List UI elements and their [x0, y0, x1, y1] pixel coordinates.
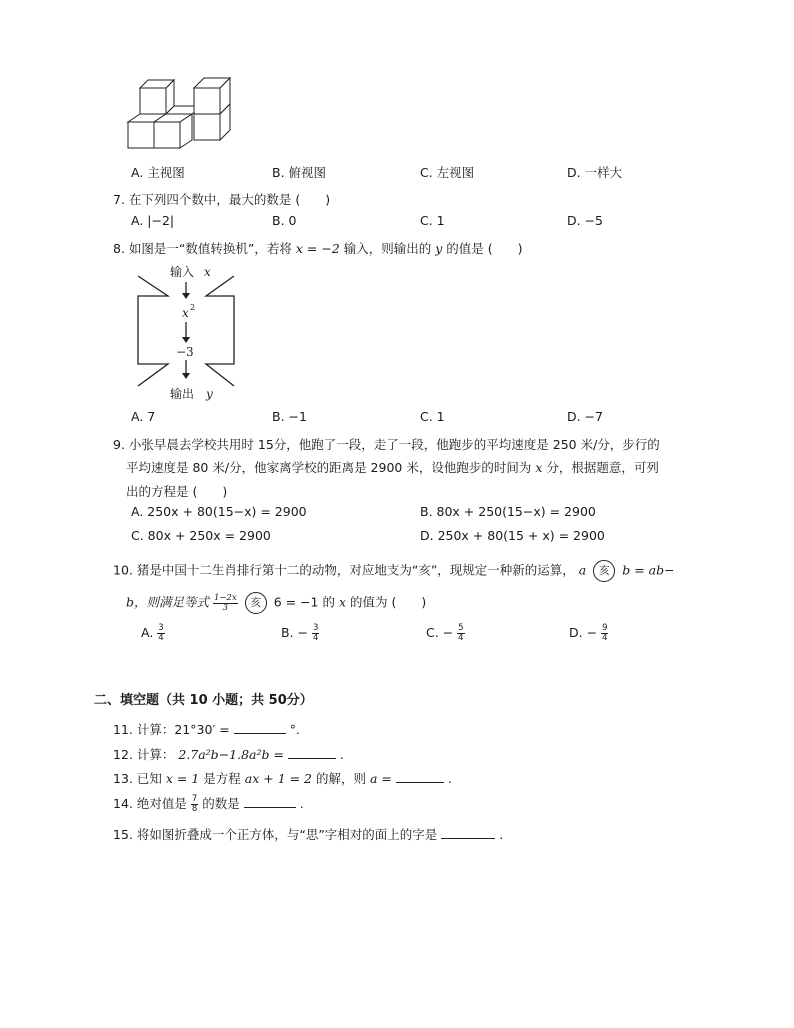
section-title: 二、填空题（共 10 小题；共 50分）	[94, 693, 313, 708]
option-sign: −	[586, 625, 598, 640]
cube-face	[194, 114, 220, 140]
cube-face	[128, 122, 154, 148]
diagram-output-label: 输出	[170, 387, 195, 401]
q10-line2-post: 6 = −1 的	[273, 594, 335, 610]
q10-option-d	[569, 624, 608, 643]
q12-expr: 2.7a²b−1.8a²b =	[178, 747, 284, 762]
hai-operator-icon: 亥	[245, 592, 267, 614]
q9-option-a: A. 250x + 80(15−x) = 2900	[131, 504, 307, 519]
q8-stem-mid: 输入，则输出的	[343, 241, 432, 256]
frac-den: 4	[602, 633, 608, 643]
q6-option-a: A. 主视图	[131, 165, 185, 180]
q7-option-b: B. 0	[272, 213, 297, 228]
q14-post: .	[299, 796, 304, 811]
q9-stem-line3: 出的方程是 ( )	[126, 484, 228, 499]
option-fraction	[601, 624, 608, 643]
q14-mid: 的数是	[202, 796, 240, 811]
q6-option-b: B. 俯视图	[272, 165, 327, 180]
q11-post: °.	[289, 722, 300, 737]
cube-face	[140, 88, 166, 114]
q12-post: .	[339, 747, 344, 762]
option-fraction	[457, 624, 464, 643]
hai-operator-icon: 亥	[593, 560, 615, 582]
q10-definition: b = ab−	[622, 562, 675, 578]
q7-option-c: C. 1	[420, 213, 445, 228]
frac-den: 8	[191, 804, 198, 814]
frac-num: 9	[602, 623, 608, 633]
q7-option-d: D. −5	[567, 213, 603, 228]
q6-option-d: D. 一样大	[567, 165, 623, 180]
q10-var-a: a	[578, 562, 587, 578]
converter-right-outline	[206, 276, 234, 386]
option-label: D.	[569, 625, 583, 640]
frac-num: 5	[458, 623, 464, 633]
frac-den: 4	[313, 633, 319, 643]
q9-line2-post: 分，根据题意，可列	[546, 460, 659, 475]
option-sign: −	[297, 625, 309, 640]
q8-var: y	[435, 241, 443, 256]
q9-option-b: B. 80x + 250(15−x) = 2900	[420, 504, 596, 519]
option-label: B.	[281, 625, 294, 640]
answer-blank[interactable]	[234, 733, 286, 734]
q8-stem-post: 的值是 ( )	[446, 241, 523, 256]
q13-expr1: x = 1	[165, 771, 200, 786]
q13-post: .	[447, 771, 452, 786]
q9-stem-line2	[126, 458, 659, 476]
q8-option-c: C. 1	[420, 409, 445, 424]
converter-left-outline	[138, 276, 168, 386]
answer-blank[interactable]	[288, 758, 336, 759]
number-converter-diagram	[134, 262, 240, 406]
q6-option-c: C. 左视图	[420, 165, 475, 180]
arrow-head-icon	[182, 373, 190, 379]
q12-pre: 12. 计算：	[113, 747, 175, 762]
q7-stem: 7. 在下列四个数中，最大的数是 ( )	[113, 192, 331, 207]
option-fraction	[157, 624, 164, 643]
arrow-head-icon	[182, 337, 190, 343]
q10-fraction-numerator: 1−2x	[214, 592, 237, 603]
option-label: C.	[426, 625, 439, 640]
q8-option-a: A. 7	[131, 409, 156, 424]
option-sign: −	[442, 625, 454, 640]
diagram-minus-three: −3	[176, 345, 194, 359]
q10-line1-text: 10. 猪是中国十二生肖排行第十二的动物，对应地支为“亥”，现规定一种新的运算，	[113, 562, 575, 578]
q14-fraction	[191, 795, 198, 814]
q10-fraction-denominator: 3	[222, 602, 229, 613]
frac-num: 3	[313, 623, 319, 633]
diagram-input-label: 输入	[170, 265, 195, 279]
frac-den: 4	[158, 633, 164, 643]
cube-stack-figure	[126, 74, 238, 154]
q8-expr: x = −2	[295, 241, 340, 256]
q14-pre: 14. 绝对值是	[113, 796, 187, 811]
arrow-head-icon	[182, 293, 190, 299]
frac-num: 3	[158, 623, 164, 633]
q10-option-c	[426, 624, 465, 643]
q10-var-x: x	[338, 594, 347, 610]
q11	[113, 720, 300, 738]
q8-stem-pre: 8. 如图是一“数值转换机”，若将	[113, 241, 292, 256]
q11-pre: 11. 计算：21°30′ =	[113, 722, 230, 737]
q8-stem	[113, 239, 523, 257]
q12	[113, 745, 344, 763]
q10-fraction	[213, 594, 238, 613]
q10-stem-line2	[126, 592, 426, 614]
q10-line2-pre: b，则满足等式	[126, 594, 210, 610]
q13-mid2: 的解，则	[316, 771, 367, 786]
q9-option-d: D. 250x + 80(15 + x) = 2900	[420, 528, 605, 543]
cube-face	[194, 88, 220, 114]
q13-expr2: ax + 1 = 2	[244, 771, 313, 786]
diagram-input-var: x	[204, 265, 211, 279]
q13	[113, 769, 452, 787]
q7-option-a: A. |−2|	[131, 213, 175, 228]
q9-option-c: C. 80x + 250x = 2900	[131, 528, 271, 543]
q8-option-d: D. −7	[567, 409, 603, 424]
diagram-square-base: x	[182, 306, 189, 320]
diagram-square-exponent: 2	[190, 303, 196, 312]
option-fraction	[312, 624, 319, 643]
q10-stem-line1	[113, 560, 675, 582]
q9-stem-line1: 9. 小张早晨去学校共用时 15分，他跑了一段，走了一段，他跑步的平均速度是 250 米/分，步行的	[113, 437, 660, 452]
frac-num: 7	[191, 794, 198, 804]
option-label: A.	[141, 625, 154, 640]
q15-post: .	[499, 827, 504, 842]
answer-blank[interactable]	[244, 807, 296, 808]
q15-pre: 15. 将如图折叠成一个正方体，与“思”字相对的面上的字是	[113, 827, 438, 842]
q13-expr3: a =	[370, 771, 392, 786]
cube-face	[154, 122, 180, 148]
q10-option-a	[141, 624, 165, 643]
answer-blank[interactable]	[441, 838, 495, 839]
q9-line2-pre: 平均速度是 80 米/分，他家离学校的距离是 2900 米，设他跑步的时间为	[126, 460, 532, 475]
q14	[113, 794, 304, 814]
diagram-output-var: y	[206, 387, 213, 401]
frac-den: 4	[458, 633, 464, 643]
answer-blank[interactable]	[396, 782, 444, 783]
q10-option-b	[281, 624, 319, 643]
q10-line2-end: 的值为 ( )	[350, 594, 427, 610]
q13-mid: 是方程	[203, 771, 241, 786]
q9-line2-var: x	[535, 460, 543, 475]
q15	[113, 825, 503, 843]
q8-option-b: B. −1	[272, 409, 307, 424]
q13-pre: 13. 已知	[113, 771, 162, 786]
